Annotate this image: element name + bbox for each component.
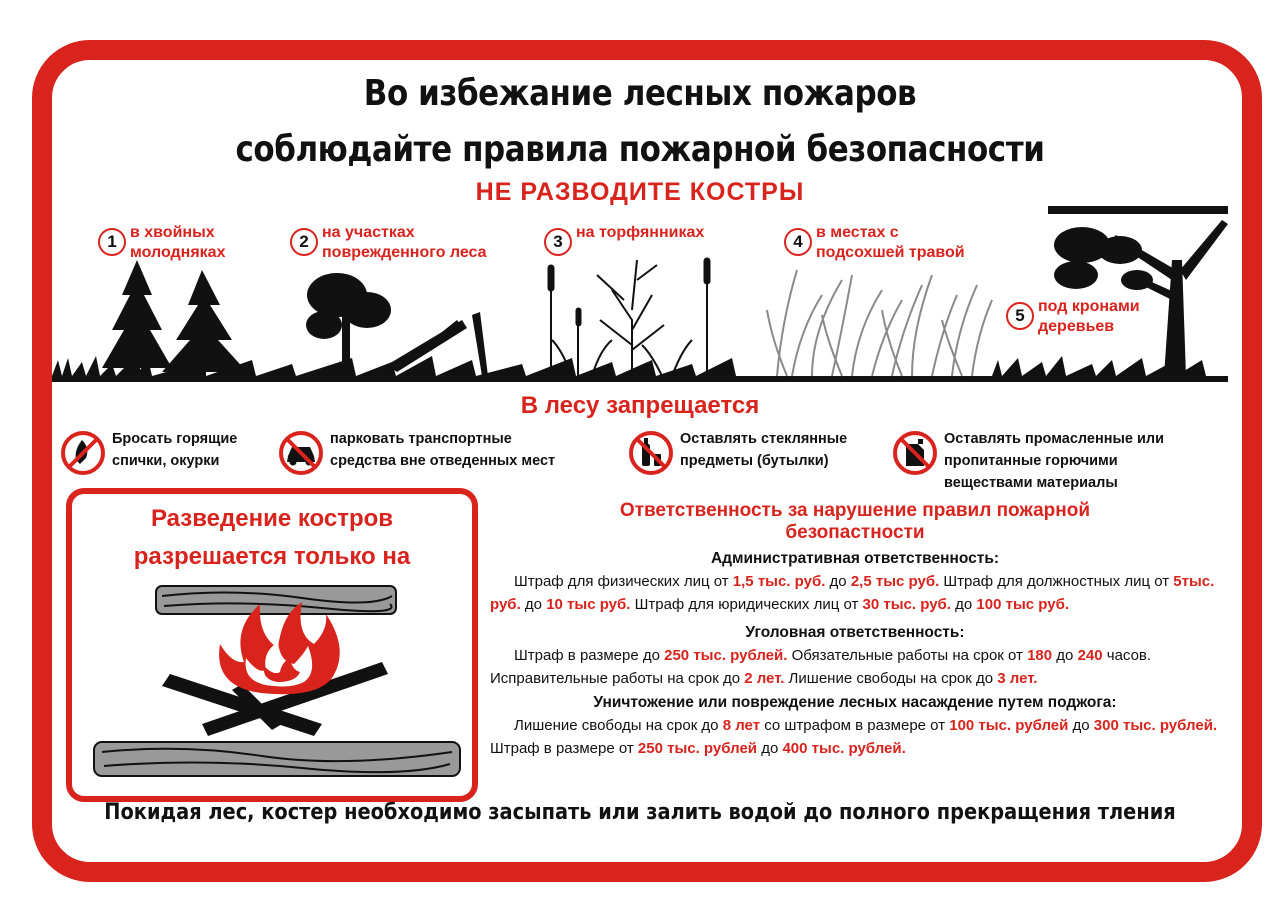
responsibility-heading-2: безопастности	[785, 522, 925, 543]
forbidden-3-line1: Оставлять стеклянные	[680, 431, 848, 447]
no-fire-item-1-line2: молодняках	[130, 244, 226, 261]
forbidden-item-matches	[60, 430, 237, 476]
no-fire-item-4-line2: подсохшей травой	[816, 244, 965, 261]
forbidden-item-parking	[278, 430, 555, 476]
no-fires-heading: НЕ РАЗВОДИТЕ КОСТРЫ	[475, 178, 805, 206]
title-line-2: соблюдайте правила пожарной безопасности	[235, 129, 1045, 170]
no-fire-item-3	[544, 224, 705, 256]
forbidden-4-line3: веществами материалы	[944, 475, 1118, 491]
big-tree	[1048, 206, 1228, 376]
damaged-trees	[306, 273, 488, 378]
responsibility-section	[490, 500, 1220, 760]
no-fire-item-4	[784, 224, 965, 263]
no-fire-item-5-line1: под кронами	[1038, 298, 1140, 315]
number-badge: 3	[544, 228, 572, 256]
peat-reeds	[548, 258, 710, 376]
forbidden-2-line2: средства вне отведенных мест	[330, 453, 556, 469]
no-fire-item-5	[1006, 298, 1140, 337]
no-fire-item-2-line1: на участках	[322, 224, 415, 241]
no-fire-item-1-line1: в хвойных	[130, 224, 215, 241]
forbidden-item-oily	[892, 430, 1164, 494]
forbidden-heading: В лесу запрещается	[520, 392, 760, 419]
no-fire-item-3-line1: на торфянниках	[576, 224, 705, 241]
forbidden-1-line2: спички, окурки	[112, 453, 220, 469]
footer-note: Покидая лес, костер необходимо засыпать или залить водой до полного прекращения тления	[104, 800, 1176, 825]
admin-text: Штраф для физических лиц от 1,5 тыс. руб. до 2,5 тыс руб. Штраф для должностных лиц от 5тыс. руб. до 10 тыс руб. Штраф для юридических лиц от 30 тыс. руб. до 100 тыс руб.	[490, 573, 1215, 613]
no-fire-item-2-line2: поврежденного леса	[322, 244, 487, 261]
number-badge: 2	[290, 228, 318, 256]
forbidden-4-line2: пропитанные горючими	[944, 453, 1118, 469]
criminal-text: Штраф в размере до 250 тыс. рублей. Обязательные работы на срок от 180 до 240 часов. Исправительные работы на срок до 2 лет. Лишение свободы на срок до 3 лет.	[490, 647, 1152, 687]
forbidden-4-line1: Оставлять промасленные или	[944, 431, 1165, 447]
arson-heading: Уничтожение или повреждение лесных насаждение путем поджога:	[593, 694, 1117, 711]
number-badge: 5	[1006, 302, 1034, 330]
forbidden-3-line2: предметы (бутылки)	[680, 453, 829, 469]
no-fire-item-5-line2: деревьев	[1038, 318, 1115, 335]
no-fire-item-2	[290, 224, 487, 263]
admin-heading: Административная ответственность:	[710, 550, 1000, 567]
forbidden-1-line1: Бросать горящие	[112, 431, 238, 447]
number-badge: 1	[98, 228, 126, 256]
campfire-illustration	[82, 574, 462, 784]
no-fire-item-4-line1: в местах с	[816, 224, 899, 241]
criminal-heading: Уголовная ответственность:	[745, 624, 965, 641]
responsibility-heading-1: Ответственность за нарушение правил пожарной	[619, 500, 1091, 521]
no-bottle-icon	[628, 430, 674, 476]
dry-grass	[767, 270, 992, 376]
conifer-trees	[102, 260, 247, 378]
allowed-line1: Разведение костров	[150, 505, 394, 532]
allowed-line2: разрешается только на	[133, 543, 411, 570]
forbidden-item-glass	[628, 430, 847, 476]
no-fire-item-1	[98, 224, 226, 263]
title-line-1: Во избежание лесных пожаров	[363, 73, 917, 114]
no-canister-icon	[892, 430, 938, 476]
forbidden-2-line1: парковать транспортные	[330, 431, 512, 447]
top-log	[156, 586, 396, 614]
allowed-campfire-box	[66, 488, 478, 802]
no-matches-icon	[60, 430, 106, 476]
arson-text: Лишение свободы на срок до 8 лет со штрафом в размере от 100 тыс. рублей до 300 тыс. рублей. Штраф в размере от 250 тыс. рублей до 400 тыс. рублей.	[490, 717, 1218, 757]
number-badge: 4	[784, 228, 812, 256]
no-car-icon	[278, 430, 324, 476]
